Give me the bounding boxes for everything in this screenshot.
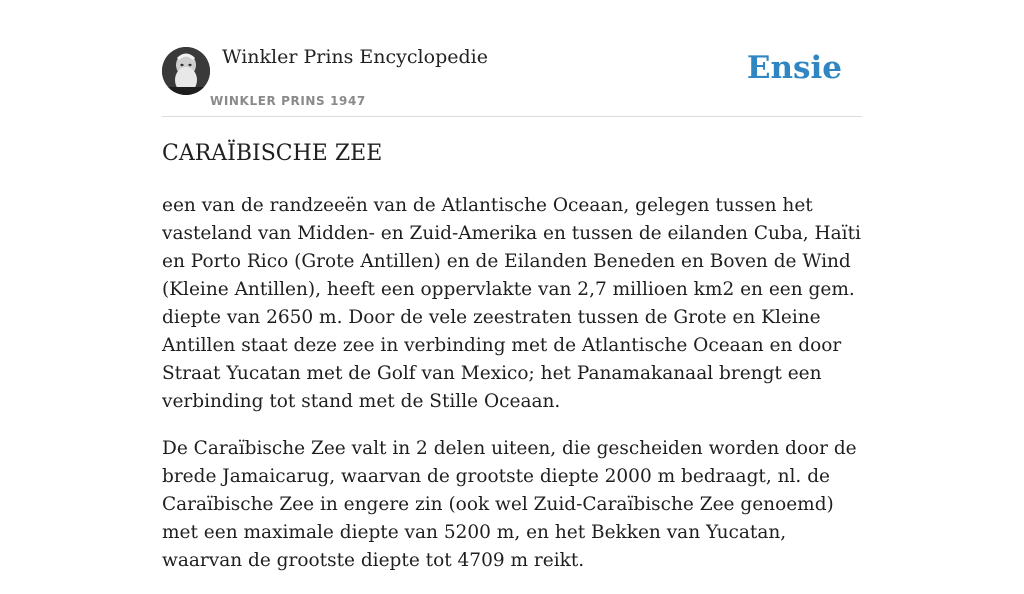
author-avatar[interactable]	[162, 47, 210, 95]
article-paragraph: De Caraïbische Zee valt in 2 delen uiteen, die gescheiden worden door de brede Jamaicarug, waarvan de grootste diepte 2000 m bedraagt, nl. de Caraïbische Zee in engere zin (ook wel Zuid-Caraïbische Zee genoemd) met een maximale diepte van 5200 m, en het Bekken van Yucatan, waarvan de grootste diepte tot 4709 m reikt.	[162, 438, 857, 571]
article-body	[162, 192, 862, 594]
page	[162, 0, 862, 571]
publication-title[interactable]: Winkler Prins Encyclopedie	[222, 46, 488, 68]
ensie-logo-link[interactable]: Ensie	[746, 50, 842, 86]
article-title: CARAÏBISCHE ZEE	[162, 141, 383, 166]
publication-subtitle[interactable]: WINKLER PRINS 1947	[210, 94, 366, 108]
article-paragraph: een van de randzeeën van de Atlantische Oceaan, gelegen tussen het vasteland van Midden- en Zuid-Amerika en tussen de eilanden Cuba, Haïti en Porto Rico (Grote Antillen) en de Eilanden Beneden en Boven de Wind (Kleine Antillen), heeft een oppervlakte van 2,7 millioen km2 en een gem. diepte van 2650 m. Door de vele zeestraten tussen de Grote en Kleine Antillen staat deze zee in verbinding met de Atlantische Oceaan en door Straat Yucatan met de Golf van Mexico; het Panamakanaal brengt een verbinding tot stand met de Stille Oceaan.	[162, 195, 861, 412]
header	[162, 0, 862, 117]
bearded-man-portrait-icon	[162, 47, 210, 95]
